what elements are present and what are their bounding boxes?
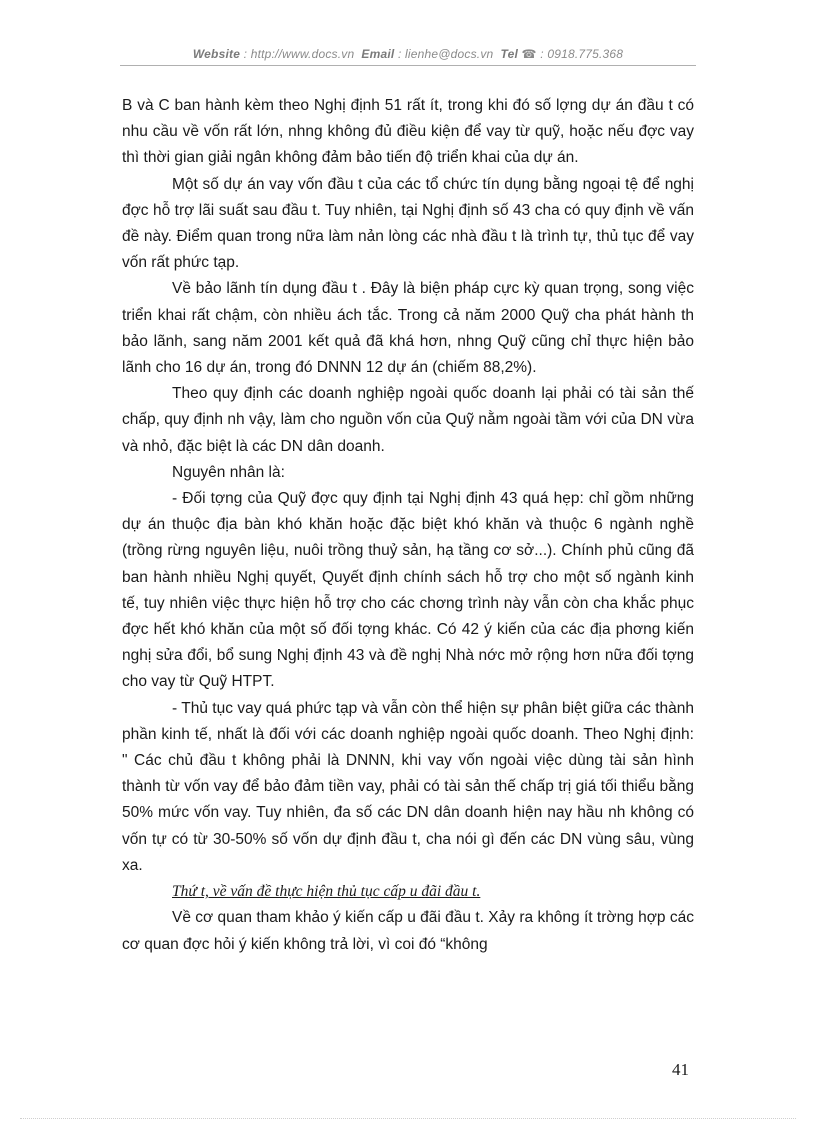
paragraph-7: - Thủ tục vay quá phức tạp và vẫn còn thể hiện sự phân biệt giữa các thành phần kinh tế, nhất là đối với các doanh nghiệp ngoài quốc doanh. Theo Nghị định: " Các chủ đầu t không phải là DNNN, khi vay vốn ngoài việc dùng tài sản hình thành từ vốn vay để bảo đảm tiền vay, phải có tài sản thế chấp trị giá tối thiểu bằng 50% mức vốn vay. Tuy nhiên, đa số các DN dân doanh hiện nay hầu nh không có vốn tự có từ 30-50% số vốn dự định đầu t, cha nói gì đến các DN vùng sâu, vùng xa. xyxy=(122,699,694,874)
tel-label: Tel xyxy=(500,47,518,61)
tel-value: : 0918.775.368 xyxy=(540,47,624,61)
paragraph-8: Về cơ quan tham khảo ý kiến cấp u đãi đầu t. Xảy ra không ít trờng hợp các cơ quan đợc hỏi ý kiến không trả lời, vì coi đó “không xyxy=(122,909,694,953)
section-heading: Thứ t, về vấn đề thực hiện thủ tục cấp u đãi đầu t. xyxy=(172,883,481,901)
phone-icon: ☎ xyxy=(521,47,537,61)
document-body xyxy=(122,93,694,958)
paragraph-2: Một số dự án vay vốn đầu t của các tổ chức tín dụng bằng ngoại tệ để nghị đợc hỗ trợ lãi suất sau đầu t. Tuy nhiên, tại Nghị định số 43 cha có quy định về vấn đề này. Điểm quan trong nữa làm nản lòng các nhà đầu t là trình tự, thủ tục để vay vốn rất phức tạp. xyxy=(122,175,694,272)
paragraph-3: Về bảo lãnh tín dụng đầu t . Đây là biện pháp cực kỳ quan trọng, song việc triển khai rất chậm, còn nhiều ách tắc. Trong cả năm 2000 Quỹ cha phát hành th bảo lãnh, sang năm 2001 kết quả đã khá hơn, nhng Quỹ cũng chỉ thực hiện bảo lãnh cho 16 dự án, trong đó DNNN 12 dự án (chiếm 88,2%). xyxy=(122,280,694,377)
paragraph-5: Nguyên nhân là: xyxy=(172,463,285,481)
website-value: : http://www.docs.vn xyxy=(243,47,355,61)
page-header xyxy=(0,47,816,61)
page-number: 41 xyxy=(672,1060,689,1079)
website-label: Website xyxy=(192,47,241,61)
email-value: : lienhe@docs.vn xyxy=(397,47,494,61)
paragraph-1: B và C ban hành kèm theo Nghị định 51 rất ít, trong khi đó số lợng dự án đầu t có nhu cầu về vốn rất lớn, nhng không đủ điều kiện để vay từ quỹ, hoặc nếu đợc vay thì thời gian giải ngân không đảm bảo tiến độ triển khai của dự án. xyxy=(122,97,694,167)
email-label: Email xyxy=(361,47,395,61)
paragraph-6: - Đối tợng của Quỹ đợc quy định tại Nghị định 43 quá hẹp: chỉ gồm những dự án thuộc địa bàn khó khăn hoặc đặc biệt khó khăn và thuộc 6 ngành nghề (trồng rừng nguyên liệu, nuôi trồng thuỷ sản, hạ tầng cơ sở...). Chính phủ cũng đã ban hành nhiều Nghị quyết, Quyết định chính sách hỗ trợ cho một số ngành kinh tế, tuy nhiên việc thực hiện hỗ trợ cho các chơng trình này vẫn còn cha khắc phục đợc hết khó khăn của một số đối tợng khác. Có 42 ý kiến của các địa phơng kiến nghị sửa đổi, bổ sung Nghị định 43 và đề nghị Nhà nớc mở rộng hơn nữa đối tợng cho vay từ Quỹ HTPT. xyxy=(122,490,694,691)
footer-divider xyxy=(20,1118,796,1119)
paragraph-4: Theo quy định các doanh nghiệp ngoài quốc doanh lại phải có tài sản thế chấp, quy định nh vậy, làm cho nguồn vốn của Quỹ nằm ngoài tầm với của DN vừa và nhỏ, đặc biệt là các DN dân doanh. xyxy=(122,385,694,455)
header-divider xyxy=(120,65,696,66)
